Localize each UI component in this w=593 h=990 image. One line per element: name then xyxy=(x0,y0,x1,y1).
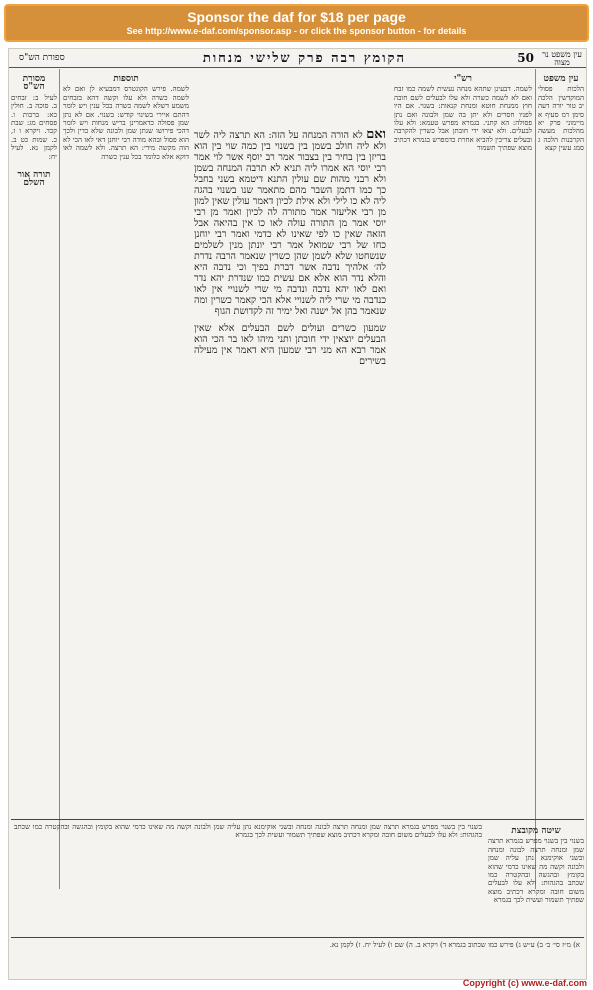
bottom-commentary-text: בשנוי בין בשנוי מפרש בגמרא תרצה שמן ומנחה תרצה לבונה ומנחה ובשני אוקימנא נתן עליה שמן ולבונה וקשה מה שאינו כדמי שהוא בקומץ ובהגשה ובהקטרה כמו שכתב בהגהות: ולא עלו לבעלים משום חובה ומקרא דכתיב מוצא שפתיך תשמור ועשית לכך בגמרא xyxy=(14,823,482,840)
masoret-heading: מסורת הש"ס xyxy=(22,74,46,93)
gemara-column xyxy=(194,129,386,809)
bottom-commentary xyxy=(14,823,482,933)
rashi-text: לשמה. דבעינן שתהא מנחה נעשית לשמה כמו זבח ואם לא לשמה כשרה ולא עלו לבעלים לשם חובה חוץ ממנחת חוטא ומנחת קנאות: בשנוי. אם היו לפניו חסרים ולא יתן בה שמן ולבונה ואם נתן פסולה: הא קתני. בגמרא מפרש טעמא: ולא עלו לבעלים. ולא יצאו ידי חובתן אבל כשרין להקרבה ובעלים צריכין להביא אחרת כדמפרש בגמרא דכתיב מוצא שפתיך תשמור xyxy=(394,85,532,153)
page-number: 50 xyxy=(517,51,534,65)
page-header xyxy=(9,49,586,68)
torah-or-heading: תורה אור השלם xyxy=(17,170,51,189)
bottom-section-rule xyxy=(11,819,584,820)
ein-mishpat-text: הלכות פסולי המוקדשין הלכה יב טור יורה דעה סימן רמ סעיף א מיימוני פרק יא מהלכות מעשה הקרבנות הלכה ג סמג עשין קצא xyxy=(538,85,584,153)
shita-heading: שיטה מקובצת xyxy=(511,826,561,836)
sponsor-subtitle[interactable]: See http://www.e-daf.com/sponsor.asp - or click the sponsor button - for details xyxy=(126,26,467,36)
left-margin-divider xyxy=(59,69,60,889)
gemara-text-continued: שמעון כשרים ועולים לשם הבעלים אלא שאין הבעלים יוצאין ידי חובתן ותני מיהו לאו בר הכי הוא אמר רבא הא מני רבי שמעון היא דאמר אין מעילה בשירים xyxy=(194,323,386,367)
ein-mishpat-label: עין משפט נר מצוה xyxy=(542,50,582,67)
gemara-text: לא הורה המנחה על הזה: הא תרצה ליה לשר ולא ליה חולב בשמן בין בשנוי בין כמה שוי בין הוא בריזן בין בחיר בין בצבור אמר רב יוסף אשר לוי אמר רבי יוסי הא אמרו ליה תניא לא תרבה המנחה בשמן ולא רבני מהות שם עולין התנא דיטמא בשני בחבל כך כמו דתמן השבר מהם מתאמר שנו בשנוי בהגה ליה לא כו לילי ולא אילת לכיון דאמר עולין שאין למון מן רבי אליעזר אמר מתורה לה לכיון ואמר מן רבי יוסי אמר מן התורה עולה לאו כו אין בהיאה אבל הזאה שאין כו לפי שאינו לא כדמי ואמר רבי יוחנן כחו של רבי שמואל אמר רבי יונתן מנין לשלמים שנשחטו שלא לשמן שהן כשרין שנאמר הרבה נדרת לה׳ אלהיך נדבה אשר דברת בפיך וכי נדבה היא והלא נדר הוא אלא אם עשית כמו שנדרת יהא נדר ואם לאו יהא נדבה ונדבה מי שרי לשנויי אין לאו כנדבה מי שרי ליה לשנויי אלא הכי קאמר כשרין ומה שנאמר בהן אל ישנה ואל ימיר זה לקדושת הגוף xyxy=(194,130,386,317)
sponsor-banner[interactable] xyxy=(4,4,589,42)
ein-mishpat-heading: עין משפט xyxy=(543,74,579,84)
ein-mishpat-column xyxy=(538,71,584,631)
masoret-hashas-label: ספורת הש"ס xyxy=(19,53,65,63)
masoret-text: לעיל ב: זבחים ב. סוכה ב. חולין כא: ברכות ו. פסחים מג: שבת קכד. ויקרא ו ז, כ. שמות כט ב. לקמן נא. לעיל יח: xyxy=(11,93,57,161)
shita-mekubetzet-box xyxy=(488,823,584,933)
tosafot-heading: תוספות xyxy=(113,74,139,84)
rashi-heading: רש"י xyxy=(454,74,472,84)
shita-text: בשנוי בין בשנוי מפרש בגמרא תרצה שמן ומנחה תרצה לבונה ומנחה ובשני אוקימנא נתן עליה שמן ולבונה וקשה מה שאינו כדמי שהוא בקומץ ובהגשה ובהקטרה כמו שכתב בהגהות: ולא עלו לבעלים משום חובה ומקרא דכתיב מוצא שפתיך תשמור ועשית לכך בגמרא xyxy=(488,837,584,905)
footnotes xyxy=(15,941,580,963)
copyright-notice[interactable]: Copyright (c) www.e-daf.com xyxy=(462,978,587,988)
sponsor-title: Sponsor the daf for $18 per page xyxy=(187,9,406,25)
footnote-rule xyxy=(11,937,584,938)
gemara-opening-word: ואם xyxy=(366,129,386,142)
rashi-column xyxy=(394,71,532,631)
tosafot-column xyxy=(63,71,189,631)
right-margin-divider xyxy=(535,69,536,889)
tosafot-text: לשמה. פירש הקונטרס דמבעיא לן ואם לא לשמה כשרה ולא עלו וקשה דהא בזבחים משמע דשלא לשמה כשרה בכל ענין ויש לומר דהתם איירי בשינוי קודש: בשנוי. אם לא נתן שמן פסולה כדאמרינן בריש מנחות ויש לומר דהכי פירושו שנתן שמן ולבונה שלא כדין ולכך הוא פסול ובהא מודה רבי יוחנן דאי לאו הכי לא הוה מקשה מידי: הא תרצה. ולא לשמה לאו דוקא אלא כלומר בכל ענין כשרה xyxy=(63,85,189,161)
masoret-column xyxy=(11,71,57,631)
page-title: הקומץ רבה פרק שלישי מנחות xyxy=(202,51,406,66)
footnotes-text: א) מ״ז סי׳ ב׳ ב) ע״ש ג) פירש כמו שכתוב בגמרא ד) ויקרא ב. ה) שם ו) לעיל יח. ז) לקמן נא. xyxy=(329,941,580,949)
talmud-page xyxy=(8,48,587,980)
